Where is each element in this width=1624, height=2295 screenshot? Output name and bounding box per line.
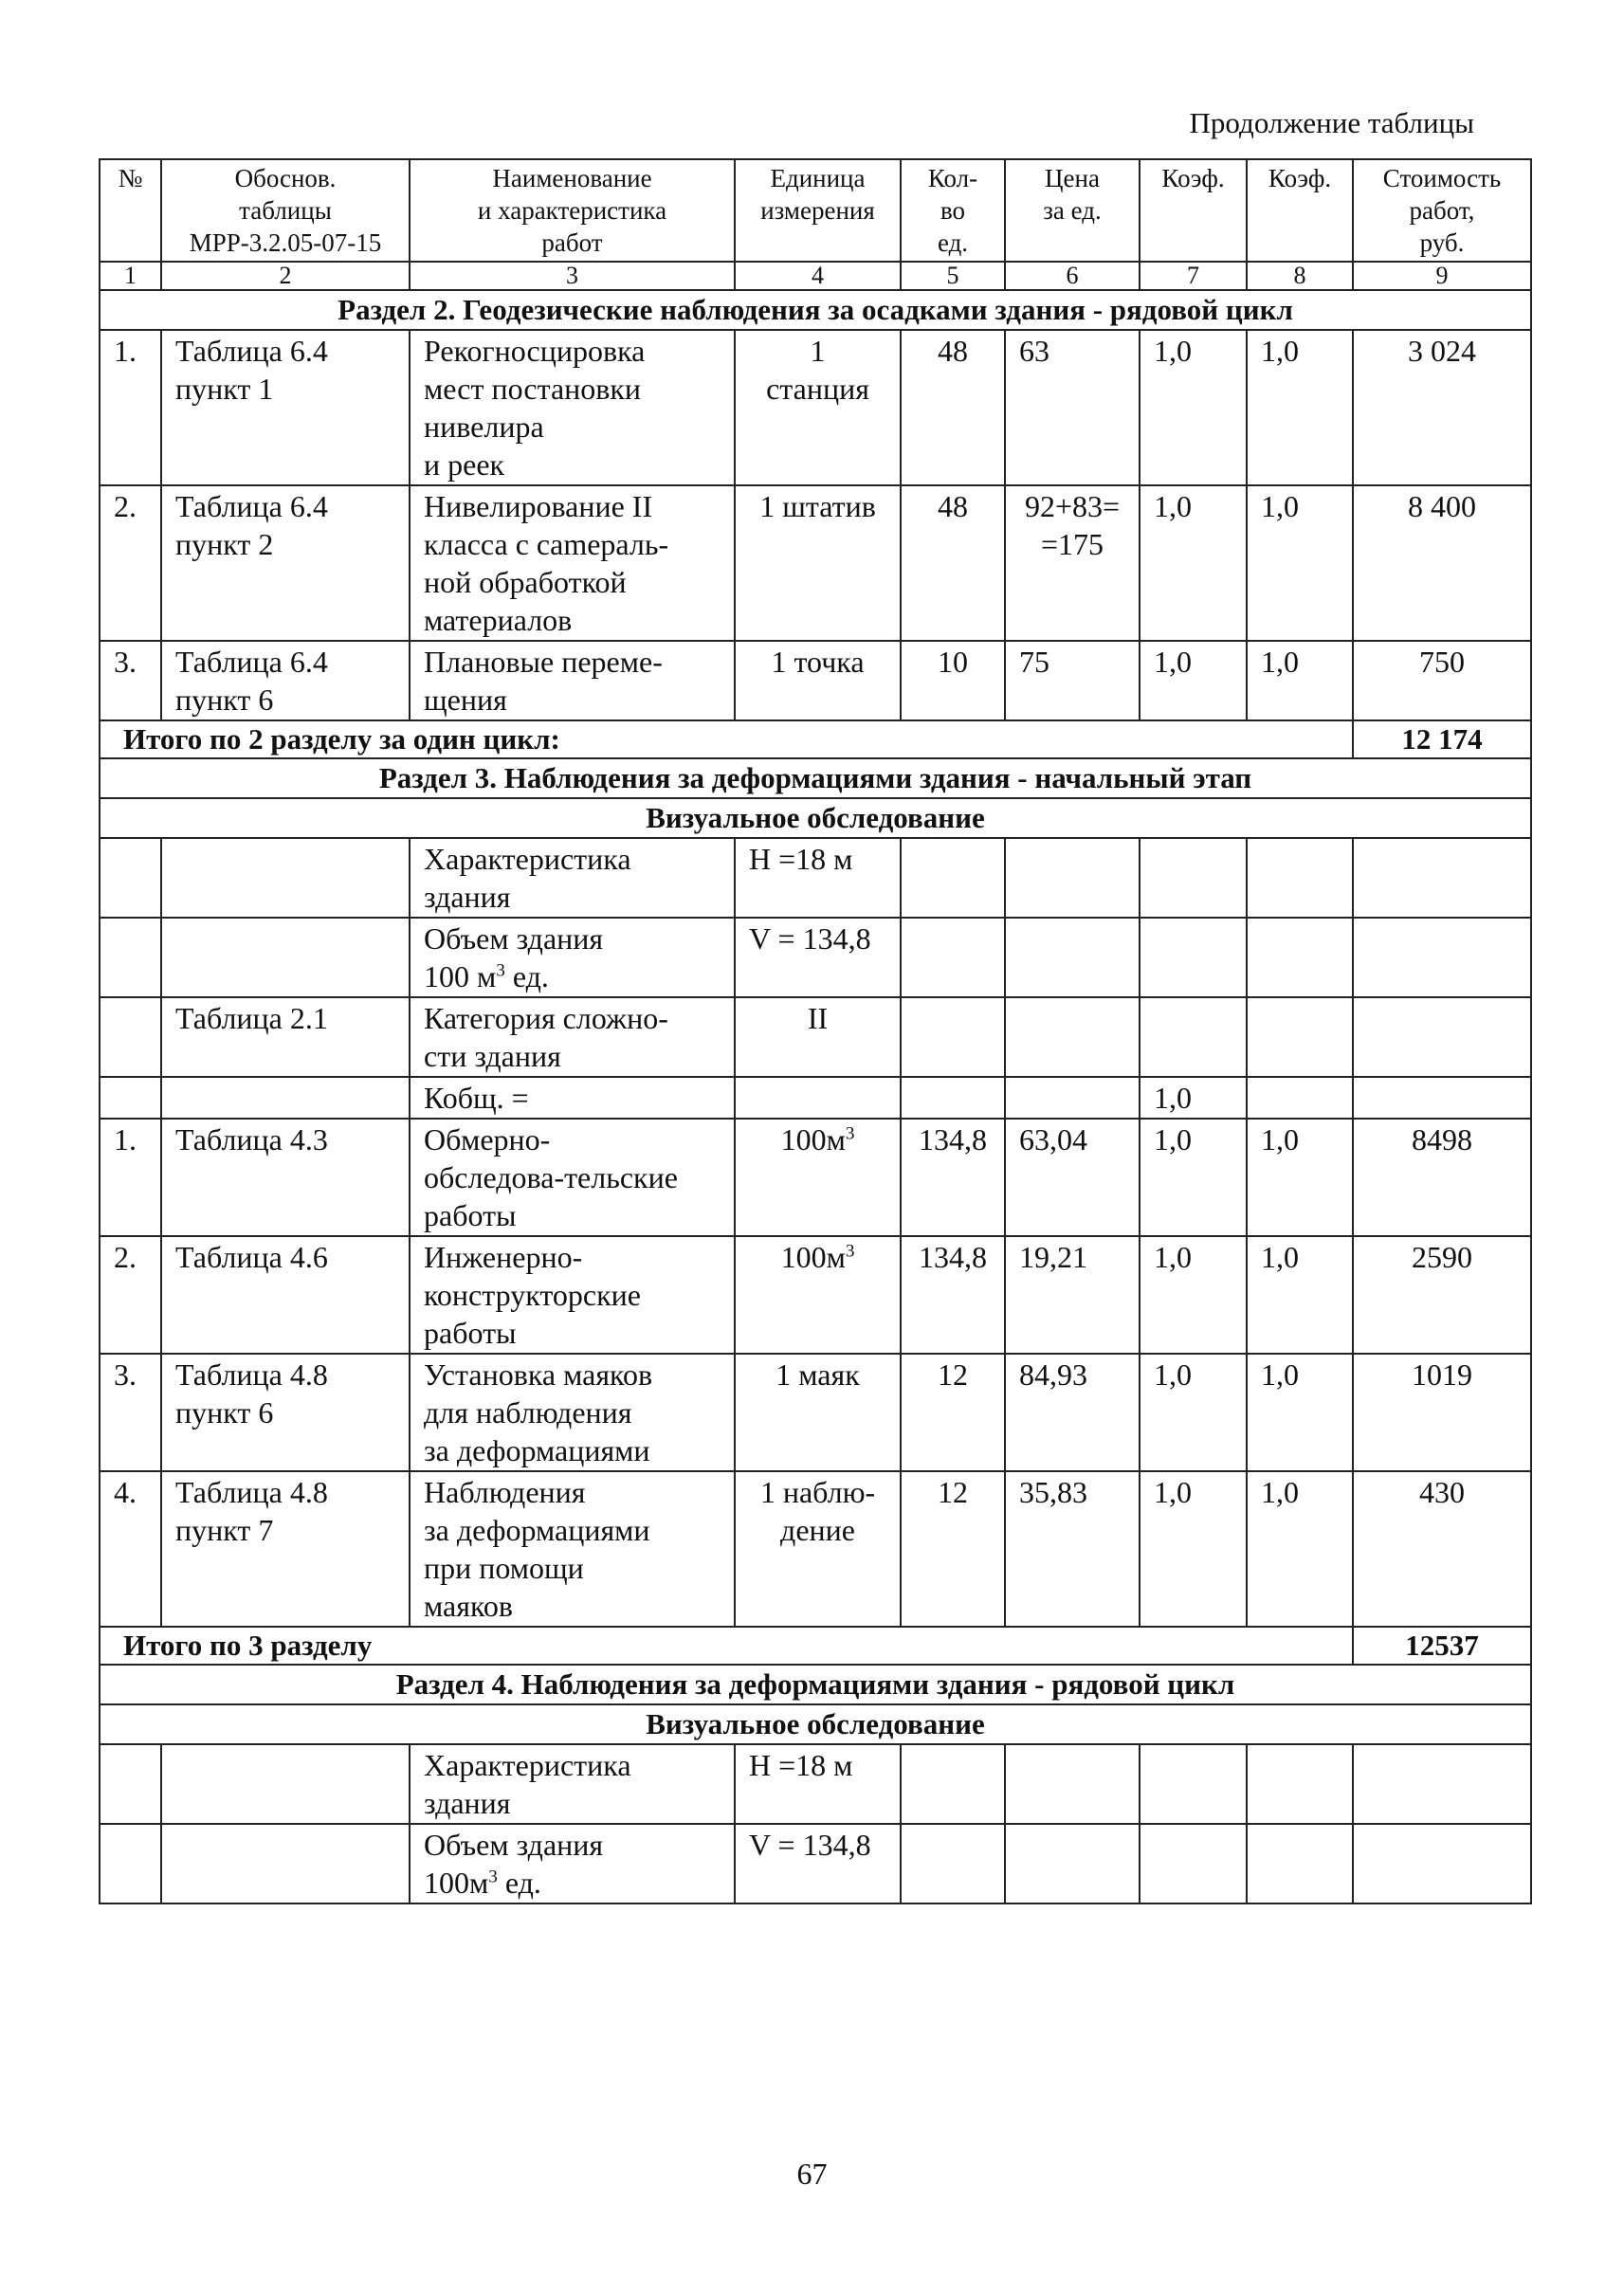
row-basis [161,1236,410,1354]
header-price [1005,159,1140,262]
text-line: конструкторские [424,1278,641,1312]
row-qty: 48 [901,485,1005,641]
row-name [410,1354,735,1471]
text-line: во [940,196,966,225]
text-line: пункт 1 [175,372,274,406]
row-coef7 [1140,838,1247,918]
text-line: Рекогносцировка [424,334,646,368]
superscript: 3 [496,960,505,981]
row-coef8: 1,0 [1247,485,1353,641]
header-cost [1353,159,1531,262]
column-number: 2 [161,262,410,290]
row-name [410,1824,735,1903]
text-line: здания [424,1786,511,1820]
section-title: Раздел 2. Геодезические наблюдения за осадками здания - рядовой цикл [100,290,1531,330]
text-line: Таблица 6.4 [175,645,328,679]
text-line: пункт 6 [175,683,274,717]
row-cost [1353,1744,1531,1824]
superscript: 3 [488,1867,498,1887]
text-line: Таблица 4.3 [175,1122,328,1157]
row-no: 3. [100,1354,161,1471]
row-name [410,1119,735,1236]
row-qty: 48 [901,330,1005,485]
row-unit: V = 134,8 [735,918,901,997]
row-price [1005,1471,1140,1627]
row-qty [901,1744,1005,1824]
row-qty: 134,8 [901,1236,1005,1354]
text-line: 63,04 [1019,1122,1087,1157]
row-cost [1353,918,1531,997]
row-cost: 1019 [1353,1354,1531,1471]
row-coef8: 1,0 [1247,641,1353,720]
text-part: ед. [497,1866,541,1900]
row-coef8 [1247,838,1353,918]
text-line: Характеристика [424,1748,631,1782]
row-unit: V = 134,8 [735,1824,901,1903]
row-coef8: 1,0 [1247,1236,1353,1354]
text-part: 100м [780,1240,846,1274]
text-line: Объем здания [424,921,604,956]
table-body [100,159,1531,1903]
row-no [100,997,161,1077]
text-line: Обмерно- [424,1122,551,1157]
text-line: пункт 6 [175,1395,274,1430]
text-line: Таблица 4.6 [175,1240,328,1274]
row-unit [735,1119,901,1236]
header-coef7: Коэф. [1140,159,1247,262]
text-line: 1 точка [771,645,865,679]
row-coef8 [1247,918,1353,997]
header-row [100,159,1531,262]
row-no: 2. [100,485,161,641]
row-no [100,838,161,918]
text-line: Стоимость [1382,164,1502,192]
row-cost: 2590 [1353,1236,1531,1354]
row-qty: 134,8 [901,1119,1005,1236]
text-line: таблицы [239,196,332,225]
row-coef8: 1,0 [1247,1119,1353,1236]
column-number: 3 [410,262,735,290]
row-price [1005,838,1140,918]
estimate-table [99,158,1532,1904]
text-line: =175 [1040,527,1104,561]
table-row [100,485,1531,641]
text-line: для наблюдения [424,1395,632,1430]
column-number: 4 [735,262,901,290]
page-number: 67 [796,2157,828,2191]
row-unit: Н =18 м [735,838,901,918]
text-line: работы [424,1316,517,1350]
text-line: 92+83= [1024,489,1121,523]
text-line: 35,83 [1019,1475,1087,1509]
row-price [1005,1744,1140,1824]
text-line: 1 маяк [776,1357,860,1392]
row-unit [735,1236,901,1354]
row-coef7: 1,0 [1140,1354,1247,1471]
text-line: сти здания [424,1039,561,1073]
text-line: МРР-3.2.05-07-15 [189,228,382,257]
text-line: и характеристика [477,196,667,225]
section-title-row [100,1704,1531,1744]
row-name [410,485,735,641]
total-value: 12 174 [1353,720,1531,758]
row-coef7: 1,0 [1140,485,1247,641]
info-row [100,918,1531,997]
text-line: при помощи [424,1551,584,1585]
header-no: № [100,159,161,262]
text-line: Установка маяков [424,1357,653,1392]
row-coef8: 1,0 [1247,330,1353,485]
row-qty: 10 [901,641,1005,720]
table-row [100,330,1531,485]
row-coef8 [1247,1824,1353,1903]
column-number: 9 [1353,262,1531,290]
text-line: Таблица 4.8 [175,1475,328,1509]
text-line: 84,93 [1019,1357,1087,1392]
text-line: станция [766,372,869,406]
row-basis [161,641,410,720]
text-line: класса с cameраль- [424,527,669,561]
text-line: Наблюдения [424,1475,586,1509]
text-line: работ [541,228,603,257]
row-unit [735,1471,901,1627]
table-row [100,1354,1531,1471]
text-line: пункт 7 [175,1513,274,1547]
row-price [1005,918,1140,997]
text-line: за деформациями [424,1433,650,1467]
continuation-label: Продолжение таблицы [1189,106,1474,139]
text-line: Кол- [927,164,978,192]
row-no: 3. [100,641,161,720]
text-line: Таблица 4.8 [175,1357,328,1392]
text-line: Нивелирование II [424,489,653,523]
text-line: Таблица 6.4 [175,334,328,368]
row-price [1005,1119,1140,1236]
row-name [410,1236,735,1354]
row-name [410,918,735,997]
row-coef7: 1,0 [1140,1077,1247,1119]
text-line: Инженерно- [424,1240,583,1274]
text-line: Плановые переме- [424,645,663,679]
section-title: Визуальное обследование [100,1704,1531,1744]
row-coef8: 1,0 [1247,1471,1353,1627]
row-basis: Таблица 2.1 [161,997,410,1077]
text-line: здания [424,880,511,914]
row-coef7: 1,0 [1140,1119,1247,1236]
section-title-row [100,290,1531,330]
row-basis [161,485,410,641]
text-line: Объем здания [424,1828,604,1862]
text-line: Цена [1045,164,1100,192]
text-line: руб. [1419,228,1465,257]
text-line: Обоснов. [234,164,337,192]
row-name [410,1077,735,1119]
row-price [1005,1077,1140,1119]
row-basis [161,838,410,918]
info-row [100,1824,1531,1903]
section-title-row [100,1665,1531,1704]
row-coef7 [1140,1744,1247,1824]
header-coef8: Коэф. [1247,159,1353,262]
section-title-row [100,798,1531,838]
row-coef8 [1247,1077,1353,1119]
text-line: Единица [770,164,866,192]
text-line: 1 наблю- [759,1475,876,1509]
text-line: нивелира [424,410,544,444]
section-title: Визуальное обследование [100,798,1531,838]
row-unit [735,330,901,485]
header-qty [901,159,1005,262]
text-line: мест постановки [424,372,642,406]
column-number: 1 [100,262,161,290]
total-label: Итого по 3 разделу [100,1627,1353,1665]
row-coef7 [1140,997,1247,1077]
row-name [410,330,735,485]
row-no: 4. [100,1471,161,1627]
row-name [410,1744,735,1824]
row-basis [161,1744,410,1824]
row-qty [901,838,1005,918]
row-cost [1353,997,1531,1077]
row-unit [735,485,901,641]
row-cost: 8498 [1353,1119,1531,1236]
row-coef7: 1,0 [1140,641,1247,720]
column-number: 6 [1005,262,1140,290]
row-price [1005,641,1140,720]
text-line: измерения [760,196,875,225]
row-price [1005,1824,1140,1903]
total-value: 12537 [1353,1627,1531,1665]
text-line: 19,21 [1019,1240,1087,1274]
text-line: за ед. [1043,196,1102,225]
row-basis [161,1354,410,1471]
row-qty [901,1077,1005,1119]
table-row [100,1119,1531,1236]
text-line: Характеристика [424,842,631,876]
row-cost: 8 400 [1353,485,1531,641]
text-line: ед. [937,228,969,257]
row-qty: 12 [901,1354,1005,1471]
section-title: Раздел 3. Наблюдения за деформациями здания - начальный этап [100,758,1531,798]
row-no [100,1824,161,1903]
column-number: 7 [1140,262,1247,290]
header-name [410,159,735,262]
row-no [100,1744,161,1824]
row-qty [901,918,1005,997]
row-cost [1353,838,1531,918]
row-cost: 430 [1353,1471,1531,1627]
row-no [100,918,161,997]
total-label: Итого по 2 разделу за один цикл: [100,720,1353,758]
row-unit [735,1354,901,1471]
superscript: 3 [845,1241,855,1262]
text-line: щения [424,683,507,717]
header-basis [161,159,410,262]
text-line: материалов [424,603,573,637]
text-line: маяков [424,1589,513,1623]
row-coef7: 1,0 [1140,1471,1247,1627]
row-no: 1. [100,1119,161,1236]
row-price [1005,997,1140,1077]
row-price [1005,1354,1140,1471]
row-cost [1353,1077,1531,1119]
info-row [100,1077,1531,1119]
row-qty [901,997,1005,1077]
section-title-row [100,758,1531,798]
row-coef7 [1140,918,1247,997]
superscript: 3 [845,1123,855,1144]
text-line: работ, [1409,196,1475,225]
row-coef7: 1,0 [1140,1236,1247,1354]
text-line: 1 [810,334,826,368]
row-unit [735,641,901,720]
row-basis [161,918,410,997]
row-price [1005,330,1140,485]
row-qty: 12 [901,1471,1005,1627]
row-cost: 3 024 [1353,330,1531,485]
row-coef8: 1,0 [1247,1354,1353,1471]
row-price [1005,485,1140,641]
row-name [410,1471,735,1627]
info-row [100,838,1531,918]
text-part: ед. [504,959,549,993]
row-price [1005,1236,1140,1354]
column-number-row [100,262,1531,290]
text-line: ной обработкой [424,565,627,599]
row-coef7 [1140,1824,1247,1903]
section-title: Раздел 4. Наблюдения за деформациями здания - рядовой цикл [100,1665,1531,1704]
text-part: 100м [780,1122,846,1157]
text-part: 100м [424,1866,489,1900]
row-unit [735,1077,901,1119]
text-line: за деформациями [424,1513,650,1547]
row-cost [1353,1824,1531,1903]
row-coef8 [1247,997,1353,1077]
row-unit: Н =18 м [735,1744,901,1824]
row-unit: II [735,997,901,1077]
text-line: и реек [424,447,505,482]
row-basis [161,330,410,485]
column-number: 8 [1247,262,1353,290]
text-line: 1 штатив [759,489,876,523]
row-no: 1. [100,330,161,485]
text-line: обследова-тельские [424,1160,678,1194]
row-name [410,997,735,1077]
table-row [100,1236,1531,1354]
column-number: 5 [901,262,1005,290]
row-coef7: 1,0 [1140,330,1247,485]
total-row [100,720,1531,758]
text-part: 100 м [424,959,497,993]
row-qty [901,1824,1005,1903]
row-basis [161,1119,410,1236]
row-basis [161,1077,410,1119]
text-line: Таблица 6.4 [175,489,328,523]
text-line: работы [424,1198,517,1232]
header-unit [735,159,901,262]
row-no [100,1077,161,1119]
row-coef8 [1247,1744,1353,1824]
text-line: Кобщ. = [424,1081,529,1115]
row-basis [161,1824,410,1903]
table-row [100,1471,1531,1627]
info-row [100,1744,1531,1824]
row-cost: 750 [1353,641,1531,720]
text-line: Категория сложно- [424,1001,668,1035]
info-row [100,997,1531,1077]
text-line: 63 [1019,334,1049,368]
table-row [100,641,1531,720]
row-basis [161,1471,410,1627]
text-line: 75 [1019,645,1049,679]
text-line: дение [780,1513,855,1547]
text-line: Наименование [492,164,652,192]
row-name [410,838,735,918]
row-name [410,641,735,720]
text-line: пункт 2 [175,527,274,561]
row-no: 2. [100,1236,161,1354]
total-row [100,1627,1531,1665]
